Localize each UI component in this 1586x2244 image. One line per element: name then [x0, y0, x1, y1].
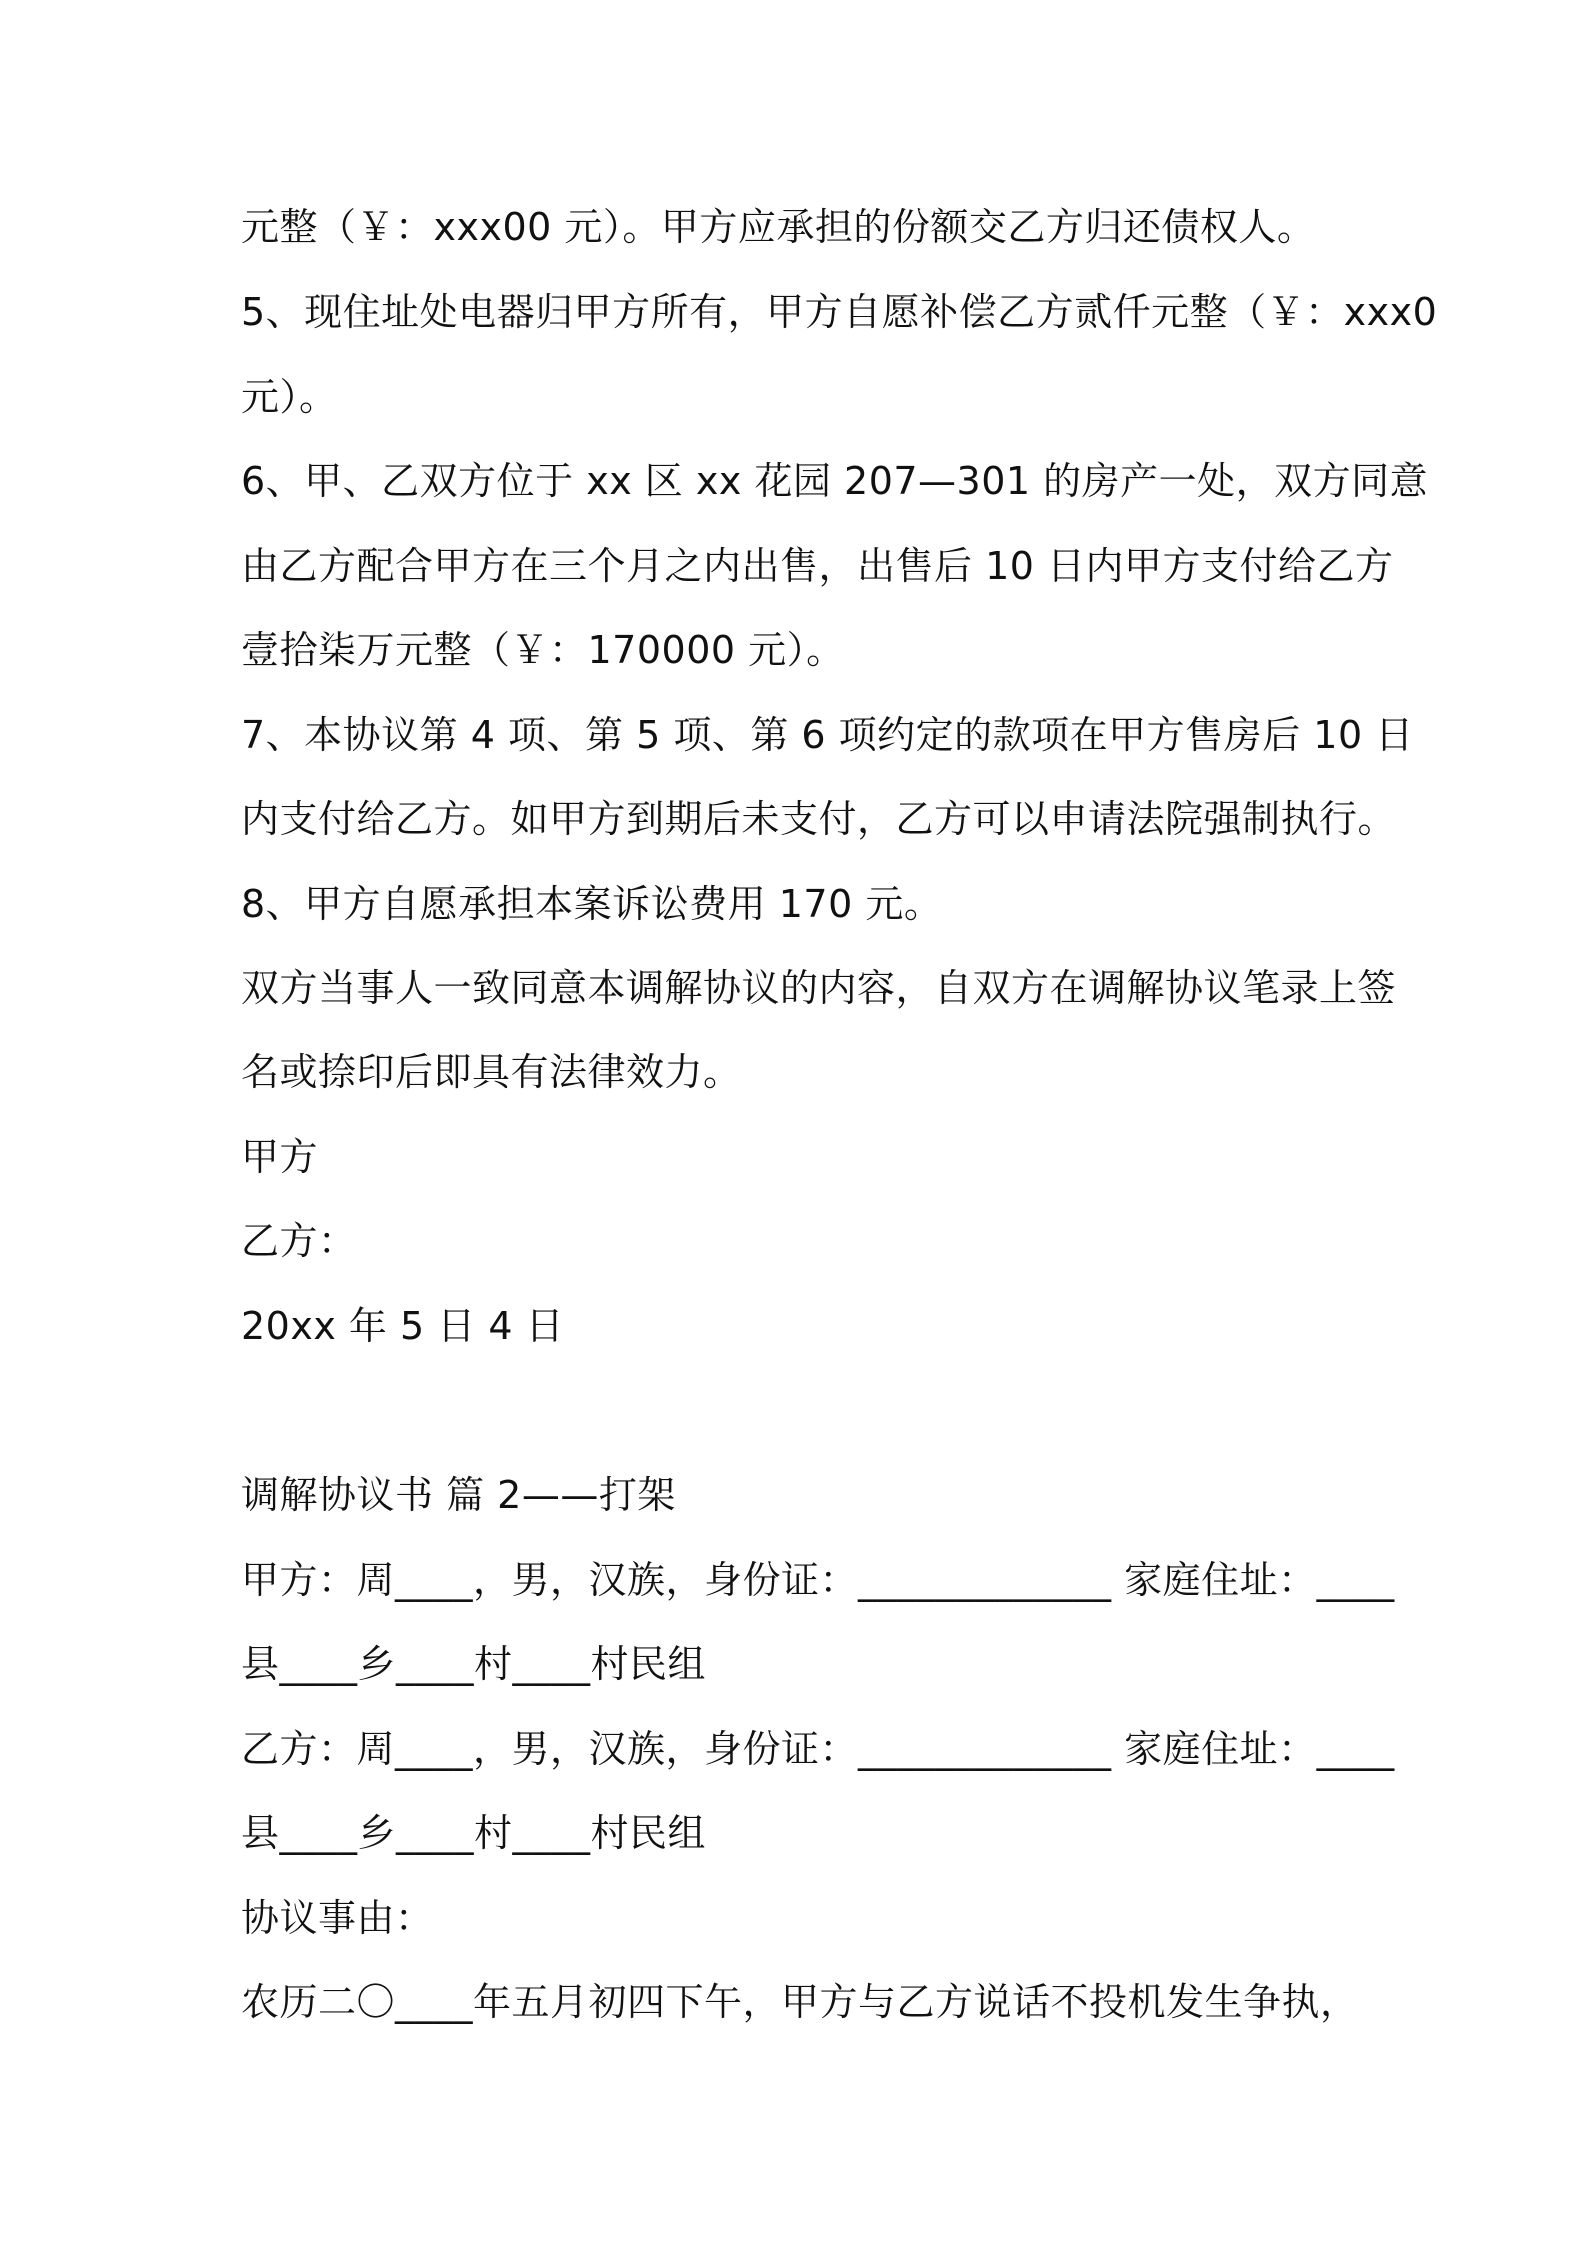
party-b-signature-line: 乙方：	[241, 1219, 357, 1263]
paragraph-line-10: 双方当事人一致同意本调解协议的内容，自双方在调解协议笔录上签	[241, 966, 1397, 1010]
paragraph-line-7: 7、本协议第 4 项、第 5 项、第 6 项约定的款项在甲方售房后 10 日	[241, 713, 1414, 757]
agreement-cause-heading: 协议事由：	[241, 1896, 434, 1940]
paragraph-line-5: 由乙方配合甲方在三个月之内出售，出售后 10 日内甲方支付给乙方	[241, 544, 1394, 588]
paragraph-line-8: 内支付给乙方。如甲方到期后未支付，乙方可以申请法院强制执行。	[241, 797, 1397, 841]
paragraph-line-3: 元）。	[241, 375, 338, 419]
date-line: 20xx 年 5 日 4 日	[241, 1304, 565, 1348]
paragraph-line-6: 壹拾柒万元整（￥：170000 元）。	[241, 628, 845, 672]
paragraph-line-9: 8、甲方自愿承担本案诉讼费用 170 元。	[241, 882, 943, 926]
paragraph-line-2: 5、现住址处电器归甲方所有，甲方自愿补偿乙方贰仟元整（￥：xxx0	[241, 290, 1438, 334]
paragraph-line-4: 6、甲、乙双方位于 xx 区 xx 花园 207—301 的房产一处，双方同意	[241, 459, 1429, 503]
section-title: 调解协议书 篇 2——打架	[241, 1473, 676, 1517]
paragraph-line-11: 名或捺印后即具有法律效力。	[241, 1050, 742, 1094]
party-b-info-line-2: 县____乡____村____村民组	[241, 1811, 707, 1855]
party-a-info-line-2: 县____乡____村____村民组	[241, 1642, 707, 1686]
paragraph-line-1: 元整（￥：xxx00 元）。甲方应承担的份额交乙方归还债权人。	[241, 205, 1316, 249]
party-a-signature-line: 甲方	[241, 1135, 319, 1179]
party-a-info-line-1: 甲方：周____，男，汉族，身份证：_____________ 家庭住址：____	[241, 1558, 1395, 1602]
party-b-info-line-1: 乙方：周____，男，汉族，身份证：_____________ 家庭住址：____	[241, 1727, 1395, 1771]
agreement-cause-text: 农历二〇____年五月初四下午，甲方与乙方说话不投机发生争执，	[241, 1980, 1359, 2024]
